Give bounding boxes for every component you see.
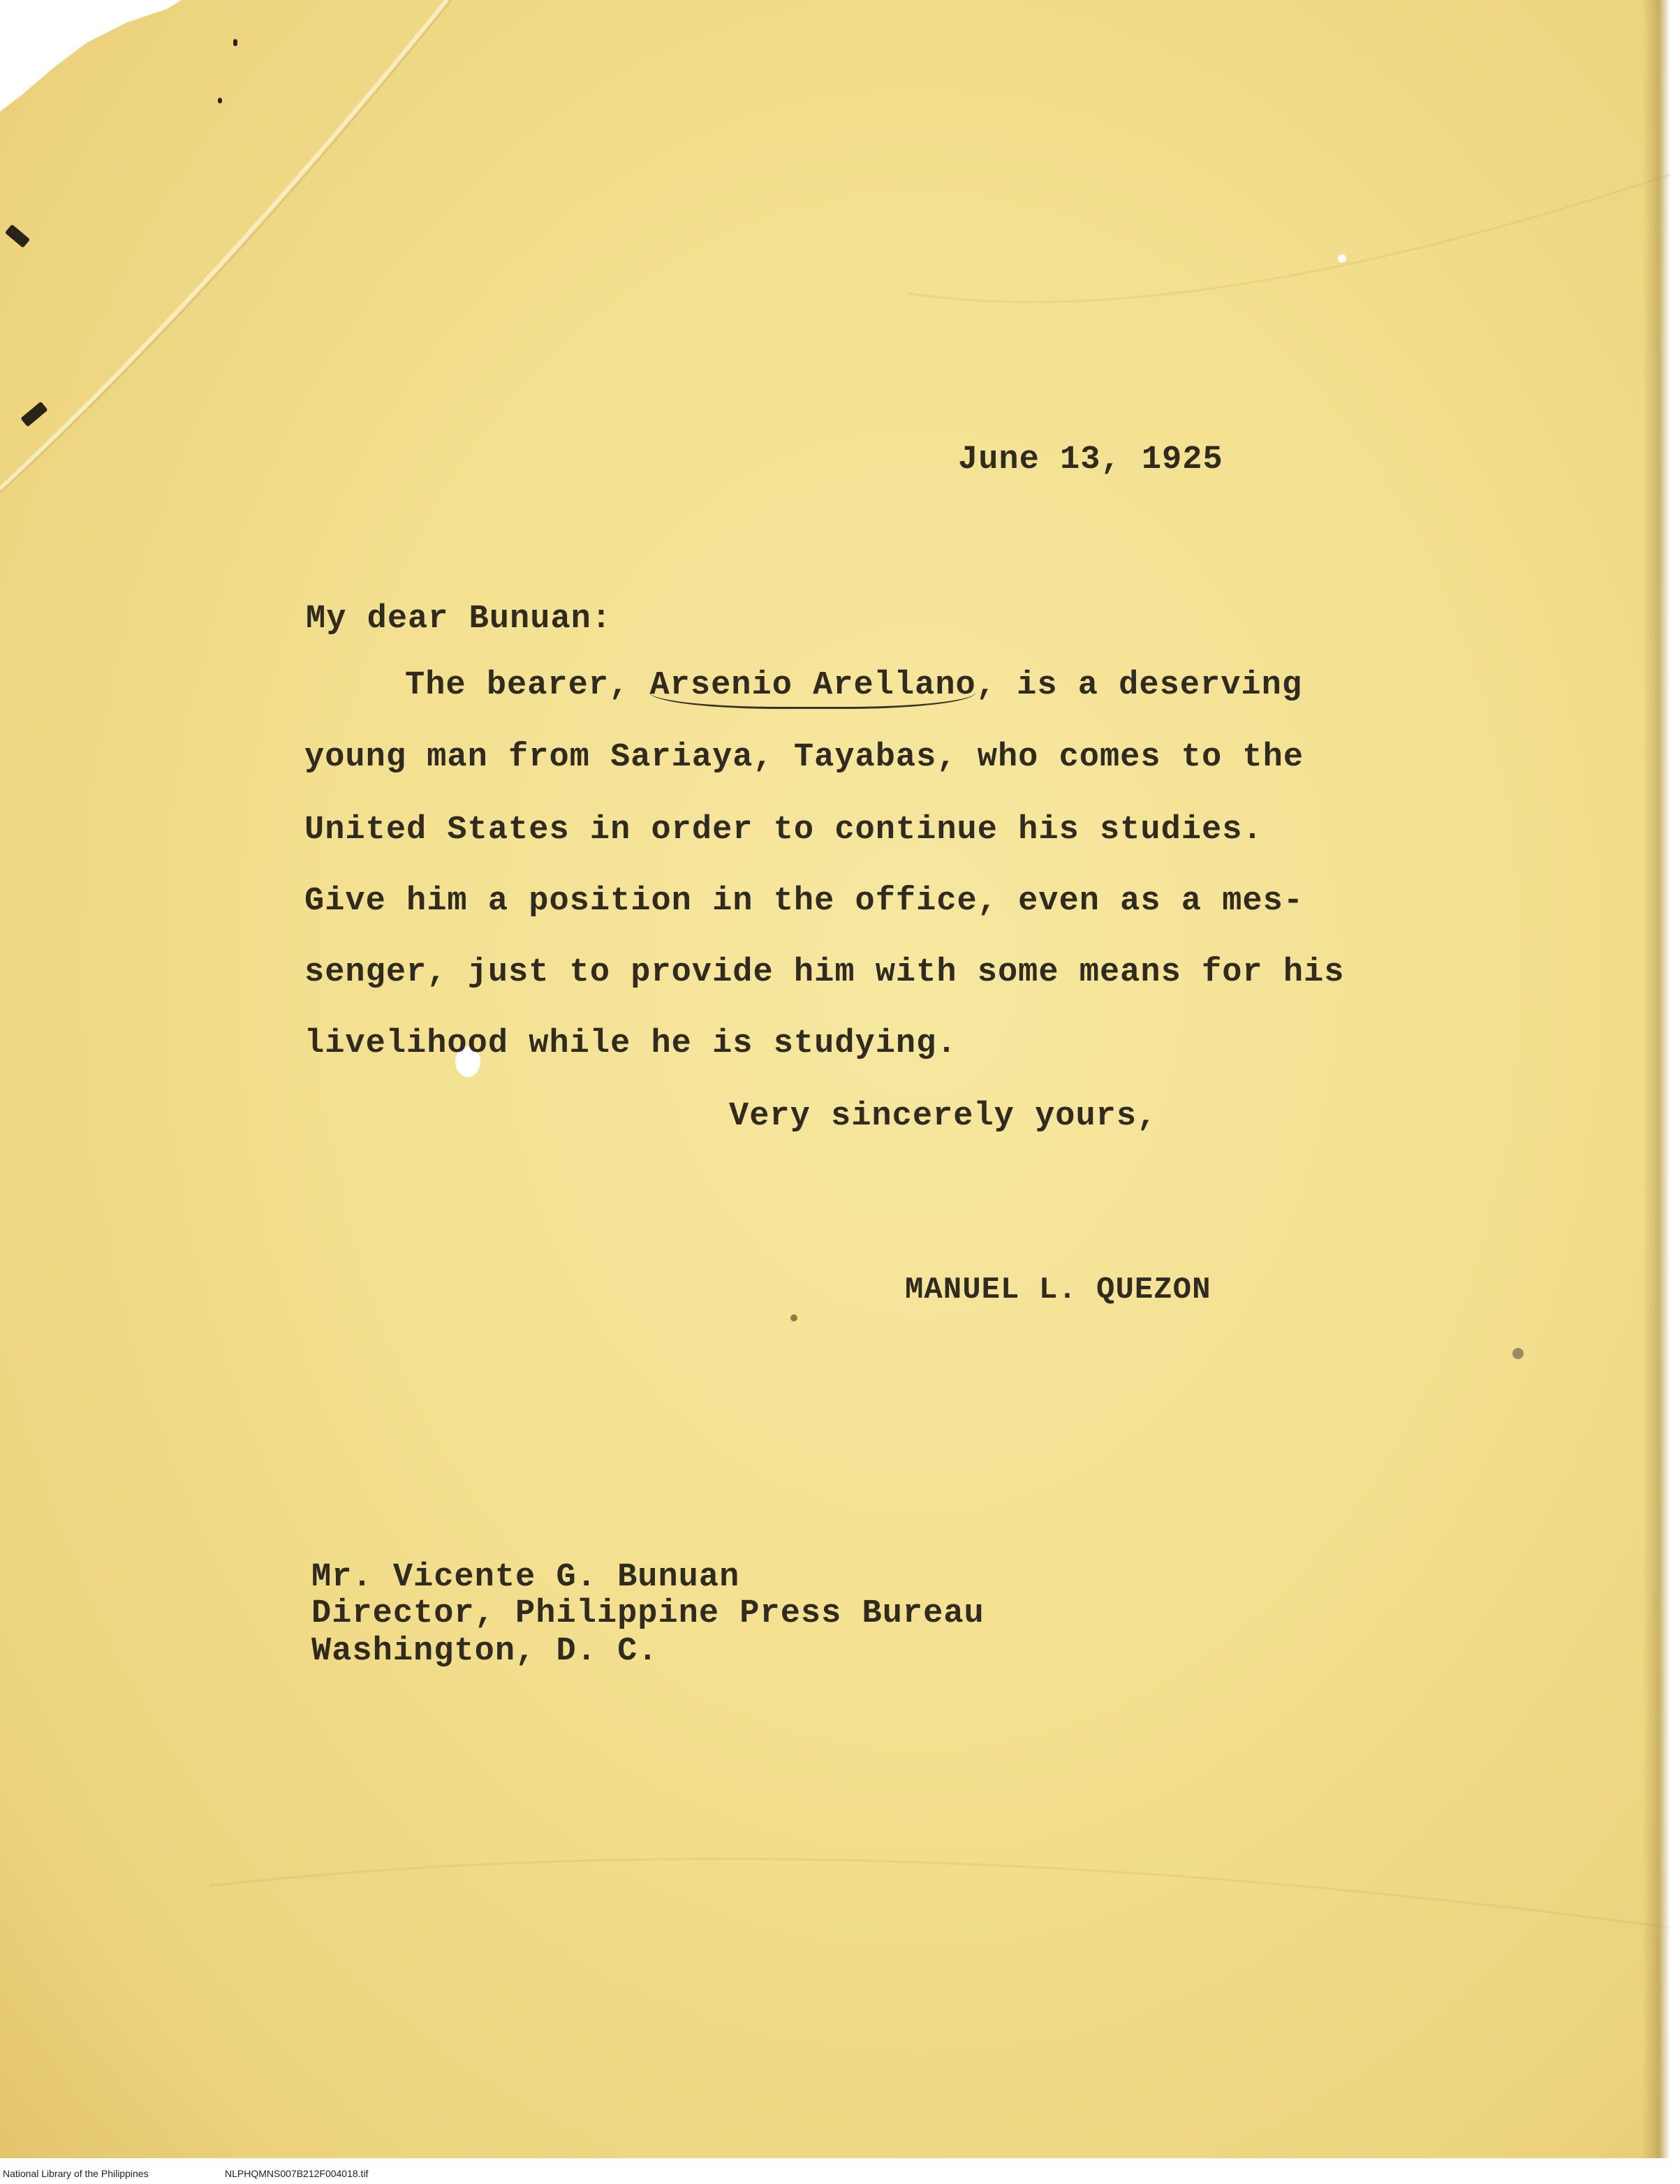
closing: Very sincerely yours,	[729, 1098, 1158, 1135]
ink-speck	[218, 98, 222, 103]
ink-speck	[233, 39, 237, 46]
body-line-1-suffix: , is a deserving	[975, 667, 1303, 704]
recipient-title: Director, Philippine Press Bureau	[311, 1595, 985, 1632]
body-line-5: senger, just to provide him with some means for his	[304, 954, 1345, 991]
staple-mark	[5, 224, 30, 248]
body-line-1	[405, 667, 1302, 704]
body-line-1-prefix: The bearer,	[405, 667, 650, 704]
staple-mark	[20, 402, 47, 427]
body-line-2: young man from Sariaya, Tayabas, who comes to the	[304, 739, 1304, 776]
salutation: My dear Bunuan:	[306, 601, 612, 638]
signature-name: MANUEL L. QUEZON	[905, 1273, 1211, 1307]
footer-filename: NLPHQMNS007B212F004018.tif	[225, 2168, 369, 2179]
body-line-3: United States in order to continue his studies.	[304, 812, 1263, 849]
recipient-location: Washington, D. C.	[311, 1633, 658, 1670]
body-line-4: Give him a position in the office, even as a mes-	[304, 883, 1304, 920]
body-line-6: livelihood while he is studying.	[304, 1025, 957, 1062]
paper-hole	[1338, 254, 1346, 263]
ink-speck	[1512, 1348, 1524, 1359]
recipient-name: Mr. Vicente G. Bunuan	[311, 1559, 740, 1596]
bearer-name: Arsenio Arellano	[649, 667, 975, 709]
ink-speck	[790, 1314, 797, 1321]
torn-corner	[0, 0, 182, 112]
paper-edge	[1642, 0, 1670, 2158]
letter-date: June 13, 1925	[958, 441, 1223, 478]
footer-institution: National Library of the Philippines	[3, 2168, 149, 2179]
